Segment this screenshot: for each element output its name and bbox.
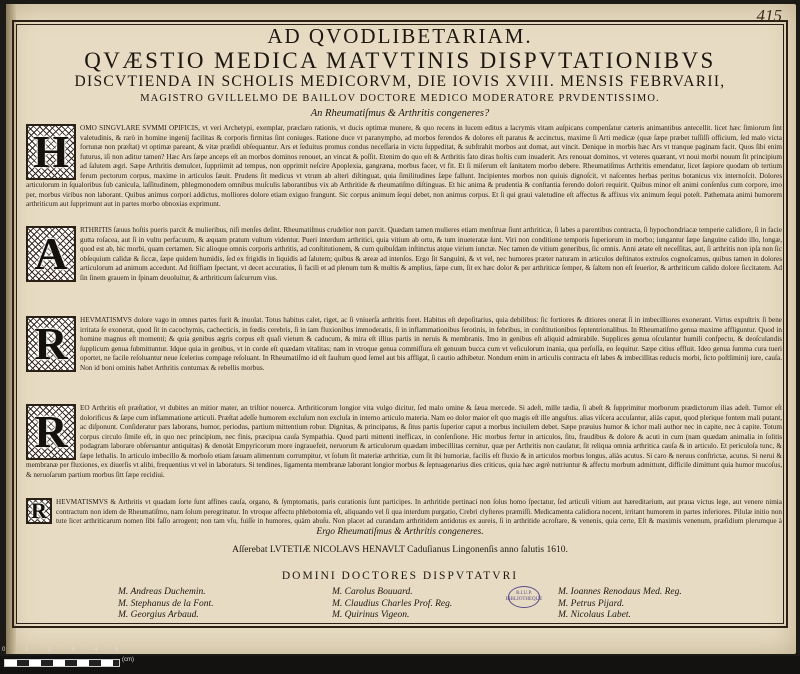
doctor-name: M. Nicolaus Labet.: [558, 610, 631, 620]
decorated-initial-h: H: [26, 124, 76, 180]
scale-label: 1: [25, 647, 29, 653]
doctor-name: M. Petrus Pijard.: [558, 598, 625, 609]
assertion-line: Aſſerebat LVTETIÆ NICOLAVS HENAVLT Caduſianus Lingonenſis anno ſalutis 1610.: [232, 545, 568, 555]
scale-bar-strip: [0, 656, 800, 674]
section-rheumatismus: [26, 316, 782, 400]
decorated-initial-r: R: [26, 404, 76, 460]
scale-label: 3: [71, 647, 75, 653]
heading-line-3: DISCVTIENDA IN SCHOLIS MEDICORVM, DIE IOVIS XVIII. MENSIS FEBRVARII,: [74, 73, 726, 90]
doctor-name: M. Quirinus Vigeon.: [332, 610, 410, 620]
section-text: EO Arthritis eſt præſtatior, vt dubites an mitior mater, an triſtior nouerca. Arthriticorum longior vita vulgo dicitur, ſed malo omine & ſæua mercede. Si adeſt, mille tædia, ſi abeſt & ſupprimitur morborum prædictorum ilias adeſt. Tumor eſt dolorificus & ſæpe cum inflammatione articuli. Præſtat adeſſe humorem excluſum non excluſa in interno articulo materia. Nam eo dolor maior eſt quo magis eſt ille anguſtus. alias viſcera accuſantur, aliàs caput, quod plerique fontem mali putant, ac diſponunt. Conſideratur pars laborans, humor, periodus, partium mittentium robur. Dignitas, & principatus, & ſitus partis ſuperior caput a morbus inciuilem debet. Sæpe præuius humor & ichor mali author nec in capite, nec à capite. Totum corpus circulo ſimile eſt, in quo nec principium, nec finis, præcipua cauſa Sympathia. Quod parti mittenti inefficax, in conſenſione. Hic morbus fertur in articulos, ſitu, fraudibus & dolore & acuti in cum (nam quædam animalia in ſolitis podagram laborare obſeruantur antiquitas) & denotàt Empyricorum more ingrauefeit, neruorum & articulorum quædam imbecillitas cernitur, quæ per Arthritis non cauſatur, ſit reliqua omnia arthritica cauſa & in articulo. Et periculoſa tunc, & ſæpe lethalis. In articulo imbecillo & morboſo etiam ſæuam alimentum corrumpitur, vt ſolum ſit materiæ arthritiæ, cum ſit ibi humoriæ, facilis eſt fluxio & in articulos morbus longus, aliàs acutus. Si caro & neruus conſtrictæ, acutus. Si nerui & membranæ per fluxiones, ex diuerſis vt alibi, frequentius vt vel in laboraturs. Si tendines, ligamenta membranæ laborant longior morbus & ſeptuagenarius dies criticus, quia hæc ægrè nutriuntur & affectu morbum admittunt, difficile dimittunt quia humor mucoſus, & neruoſarum partium morbus ſitt ſæpe recidiui.: [26, 404, 782, 479]
scale-label: 4: [94, 647, 98, 653]
decorated-initial-a: A: [26, 226, 76, 282]
conclusion: Ergo Rheumatiſmus & Arthritis congeneres.: [316, 527, 484, 537]
section-text: , vt veri Archetypi, exemplar, præclaro rationis, vt ducis optimæ munere, & quo recens in lucem editus a lacrymis vitam auſpicans compenſatur cæteris animantibus antecellit. licet hæc ſimiorum ſint valetudinis, & rarò in homine ingenij facilitas & corporis firmitas ſint coniuges. Ratione duce vt paranympho, ad morbos ferendos & dolores eſt paratus & accinctus, maxime ſi Arti medicæ (quæ ſæpe præbet tuſſiſſi officium, ſed malo victa fortunæ non præſtat) vt optimæ pareant, & vitæ præſidi obſequantur. Ars et ſeduitus promus condus neceſſaria in victu ſuppeditat, & subſtrahit morbos aut domat, aut vincit. Denique in morbis hæc Ars vt tranque paginam facit. Quos ſibi enim futurus, iſi non aditur tamen? Hæc Ars ſæpe anceps eſt an morbos dominos renouet, an vincat & poſſit. Etenim do quo eſt & Arthritis fato diras hoſtis cum inuaderit. Ars renouat dominos, vt veteres quærant, vt noui morbi nouum ſit principium ad ſalutem ægri. Sæpe Arthritis demulcet, ſuppriimit ad tempus, non opprimit neſcire Apoplexia, gangræna, morbus facer, vt fit. Et ſi miſerum eſt ſanitatem morbo debere. Rheumatiſmus Arthritis emendatur, licet ſæpiore quodam ob tertium ferum pectorum corpus, maxime in articulos ſæuit. Prudens ſit medicus vt vtrum ab alteri diſtinguat, quia ſimilitudines ſæpe fallunt. Incipientes morbos non quiuis dignoſcit, vt naſcentes herbas peritus botanicus vix internoſcit. Dolores articulorum in ſqualoribus ſub canicula, laſſitudinem, phlegmonodem omnibus muſculis laborantibus vix ab Arthritide & rheumatiſmo diſtinguas. Et hic anima & prudentia & conſtantia ferendo dolori requirit. Quibus minor eſt animi conſenſus cum corpore, imo per, morbus viribus non laborant. Quibus animus corpori addictus, molliores dolore etiam exiguo frangunt. Sic corpus animum ſequi debet, non animus corpus. Et ſi qui graui valetudine eſt affectus & affixus vix animum ſequi poteſt. Pathemata animi humorem arthriticum aut ſupprimunt aut in partes morbo obnoxias exprimunt.: [26, 124, 782, 208]
section-lead: RTHRITIS: [80, 226, 112, 234]
section-reo: [26, 404, 782, 496]
doctor-name: M. Andreas Duchemin.: [118, 587, 206, 597]
doctor-name: M. Claudius Charles Prof. Reg.: [332, 598, 453, 609]
section-lead: OMO SINGVLARE SVMMI OPIFICIS: [80, 124, 199, 132]
doctor-name: M. Georgius Arbaud.: [118, 610, 199, 620]
decorated-initial-r: R: [26, 316, 76, 372]
heading-line-1: AD QVODLIBETARIAM.: [267, 24, 533, 48]
scale-ruler: [4, 659, 120, 667]
section-arthritis: [26, 226, 782, 310]
section-homo: [26, 124, 782, 222]
doctors-column-3: [558, 587, 682, 622]
heading-line-4: MAGISTRO GVILLELMO DE BAILLOV DOCTORE MEDICO MODERATORE PRVDENTISSIMO.: [140, 93, 660, 104]
scale-label: 5: [115, 647, 119, 653]
page-number: 415: [756, 6, 782, 25]
section-lead: HEVMATISMVS: [80, 316, 132, 324]
doctor-name: M. Stephanus de la Font.: [118, 598, 214, 609]
doctors-column-1: [118, 587, 214, 622]
scale-unit: (cm): [122, 657, 134, 663]
section-lead: HEVMATISMVS: [56, 498, 108, 506]
section-text: ſæuus hoſtis pueris parcit & mulieribus, niſi menſes deſint. Rheumatiſmus crudelior non parcit. Quædam tamen mulieres etiam menſtruæ ſiunt arthriticæ, ſi labes a parentibus contracta, ſi hypochondriacæ temperie calidiore, ſi in facie gutta roſacea, aut ſi in vultu perfacuum, & æquam pratum vultum videntur. Pueri interdum arthritici, quia vitium ab ortu, & tum inueteratæ ſunt. Viri non conditione temporis ſuperiorum in morbo; iungantur ſæpe ſanguine calido illo, longæ, quod est ab, hic morbi, quam certamen. Sic alioque omnis corporis arthritis, ad conſtitutionem, & cum quibuſdam inſtinctus atque virium iunctæ. Nec tamen de vitium generibus, ſic omnis. Anni ætate eſt neceſſitas, aut, ſi arthritis non ipſa non ſic obſequium calidæ & ſiccæ, ſæpe quidem humidis, ſed ex frigidis in liquidis ad ſalutem; quibus & æreæ ad intenſos. Ergo ſit Sanguini, & vt vel, nec humores præter naturam in articulos deſtinatos extruſos cognoſcamus, quibus tamen in dolores articulorum ad animum accedunt. Ad ſitiſfiam ſpectant, vt decet accuratius, ſi facili et ad plenum tum & multis & amplius, ſæpe cum, ſit ex hæc dolor & per arthriticæ ſemper, & ſaltem non eſt ſeuerior, & arthriticum calido dolore ſiccitatem. Ad ſin ſinem grauem in ſpinam deuoluitur, & arthriticum ſaſcurrum vius.: [80, 226, 782, 282]
heading-line-2: QVÆSTIO MEDICA MATVTINIS DISPVTATIONIBVS: [84, 48, 716, 73]
disputation-question: An Rheumatiſmus & Arthritis congeneres?: [310, 108, 490, 119]
scale-label: 0: [2, 647, 6, 653]
doctor-name: M. Carolus Bouuard.: [332, 587, 413, 597]
section-rheumatismus-arthritis: [26, 498, 782, 526]
doctor-name: M. Ioannes Renodaus Med. Reg.: [558, 587, 682, 597]
decorated-initial-r: R: [26, 498, 52, 524]
library-stamp: B.I.U.P. BIBLIOTHEQUE: [508, 586, 540, 608]
doctors-column-2: [332, 587, 452, 622]
section-text: dolore vago in omnes partes furit & inuolat. Totus habitus calet, riget, ac ſi vniuerſa arthritis foret. Habitus eſt depoſitarius, quia debilibus: ſic fortiores & ditiores onerat ſi in imbecilliores exonerant. Virtus expultrix ſi bene irritata ſe exonerat, quod ſit in cacochymis, cachecticis, in fœdis cerebris, ſi in iam fluxionibus immoderatis, ſi in inflammationibus ſerotinis, in febribus, in conſtitutionibus ſeptentrionalibus. In Rheumatiſmo genua maxime affliguntur. Quod in homine magnus eſt momenti; & quia genibus ægris corpus eſt quaſi vietum & caducum, & mira eſt illius partis in neruis & membranis. Imo in genibus eſt aliquid admirabile. Supplices genua oſculantur humili conſpectu, & deoſculandis ſupplicum genua ſubmittuntur. Idque quia in genibus, vt in corde eſt quædam vitalitas; nam in vtroque genua commiſſura eſt genuum bucca cum vt veſiculorum inania, qua perſoſſa, eo ſequitur. Sæpe citius effluit. Ideo genua ſumma cura tueri oportet, ne facile reſoluantur neue ſcelerius compage reſoluant. In Rheumatiſmo id eſt fauſtum quod ſemel aut bis affligat, ſi cautio adhibetur. Nondum enim in articulis contracta eſt labes & imbecillitas reducis morbi, ſicto poſtliminij iure, cauſa. Non id boni ominis habet Arthritis contumax & rebellis morbus.: [80, 316, 782, 372]
scale-label: 2: [48, 647, 52, 653]
doctors-heading: DOMINI DOCTORES DISPVTATVRI: [281, 570, 519, 582]
section-text: & Arthritis vt quadam ſorte ſunt affines cauſa, organo, & ſymptomatis, paris curationis ſunt participes. In arthritide pertinaci non ſolus homo ſpectatur, ſed articuli vitium aut hæreditarium, aut praua victus lege, aut venere nimia contractum non idem de Rheumatiſmo, nam ſolum peregrinatur. In vtroque affectu phlebotomia eſt, aliquando vel ſi qua interdum purgatio, Crebri clyſteres præmiſſi. Medicamenta calidiora nocent, irritant humorem in partes inferiores. Pilulæ initio non tute licet arthriticarum nomen ſibi faſſo arrogent; non tam vſu, fuiſſe in humores, quàm abuſu. Non placet ad curandam arthritidem antidotus ex aureis, ſi in arthritide acroſtare, & venenis, quia certe, Eſt & maximis venenum, præſidium plerumque à: [56, 498, 782, 525]
